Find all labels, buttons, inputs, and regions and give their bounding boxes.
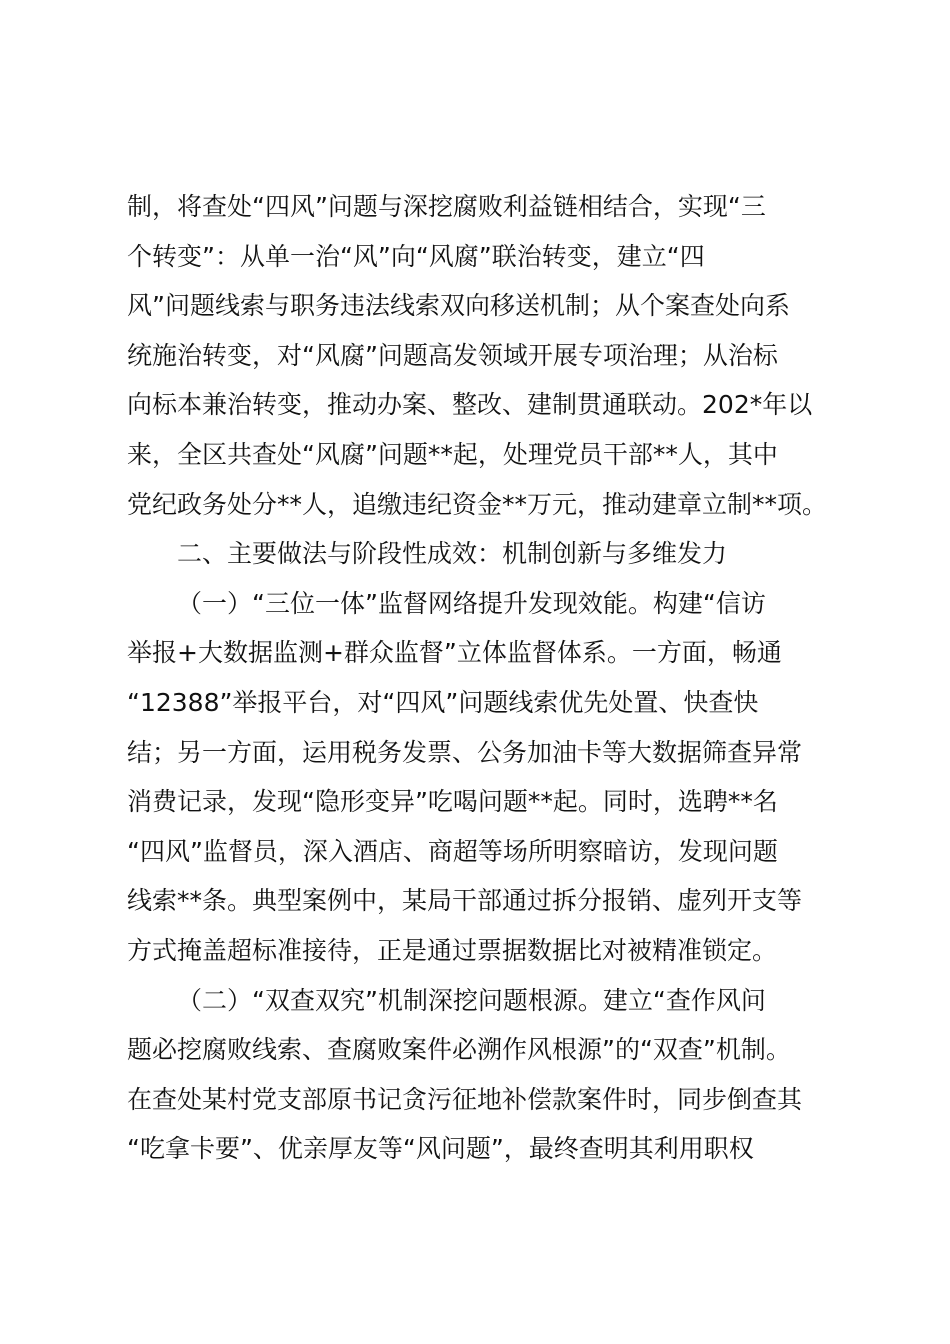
text-line: 结；另一方面，运用税务发票、公务加油卡等大数据筛查异常: [127, 737, 803, 767]
text-line: 制，将查处“四风”问题与深挖腐败利益链相结合，实现“三: [127, 192, 766, 221]
text-line: 党纪政务处分**人，追缴违纪资金**万元，推动建章立制**项。: [127, 489, 828, 519]
text-line: 举报+大数据监测+群众监督”立体监督体系。一方面，畅通: [127, 638, 782, 668]
text-line: 线索**条。典型案例中，某局干部通过拆分报销、虚列开支等: [127, 886, 803, 916]
document-body: [127, 182, 839, 1174]
text-line: 个转变”：从单一治“风”向“风腐”联治转变，建立“四: [127, 241, 705, 271]
text-line: 向标本兼治转变，推动办案、整改、建制贯通联动。202*年以: [127, 390, 813, 420]
text-line: 风”问题线索与职务违法线索双向移送机制；从个案查处向系: [127, 291, 790, 321]
text-line: “吃拿卡要”、优亲厚友等“风问题”，最终查明其利用职权: [127, 1134, 754, 1164]
subsection-heading-line: （二）“双查双究”机制深挖问题根源。建立“查作风问: [177, 985, 766, 1015]
text-line: 统施治转变，对“风腐”问题高发领域开展专项治理；从治标: [127, 340, 778, 370]
section-heading: 二、主要做法与阶段性成效：机制创新与多维发力: [177, 539, 728, 569]
text-line: “12388”举报平台，对“四风”问题线索优先处置、快查快: [127, 687, 759, 717]
text-line: 来，全区共查处“风腐”问题**起，处理党员干部**人，其中: [127, 439, 778, 469]
text-line: 消费记录，发现“隐形变异”吃喝问题**起。同时，选聘**名: [127, 787, 778, 817]
subsection-heading-line: （一）“三位一体”监督网络提升发现效能。构建“信访: [177, 588, 766, 618]
text-line: 在查处某村党支部原书记贪污征地补偿款案件时，同步倒查其: [127, 1084, 803, 1114]
text-line: “四风”监督员，深入酒店、商超等场所明察暗访，发现问题: [127, 836, 778, 866]
text-line: 方式掩盖超标准接待，正是通过票据数据比对被精准锁定。: [127, 935, 778, 965]
text-line: 题必挖腐败线索、查腐败案件必溯作风根源”的“双查”机制。: [127, 1035, 791, 1065]
